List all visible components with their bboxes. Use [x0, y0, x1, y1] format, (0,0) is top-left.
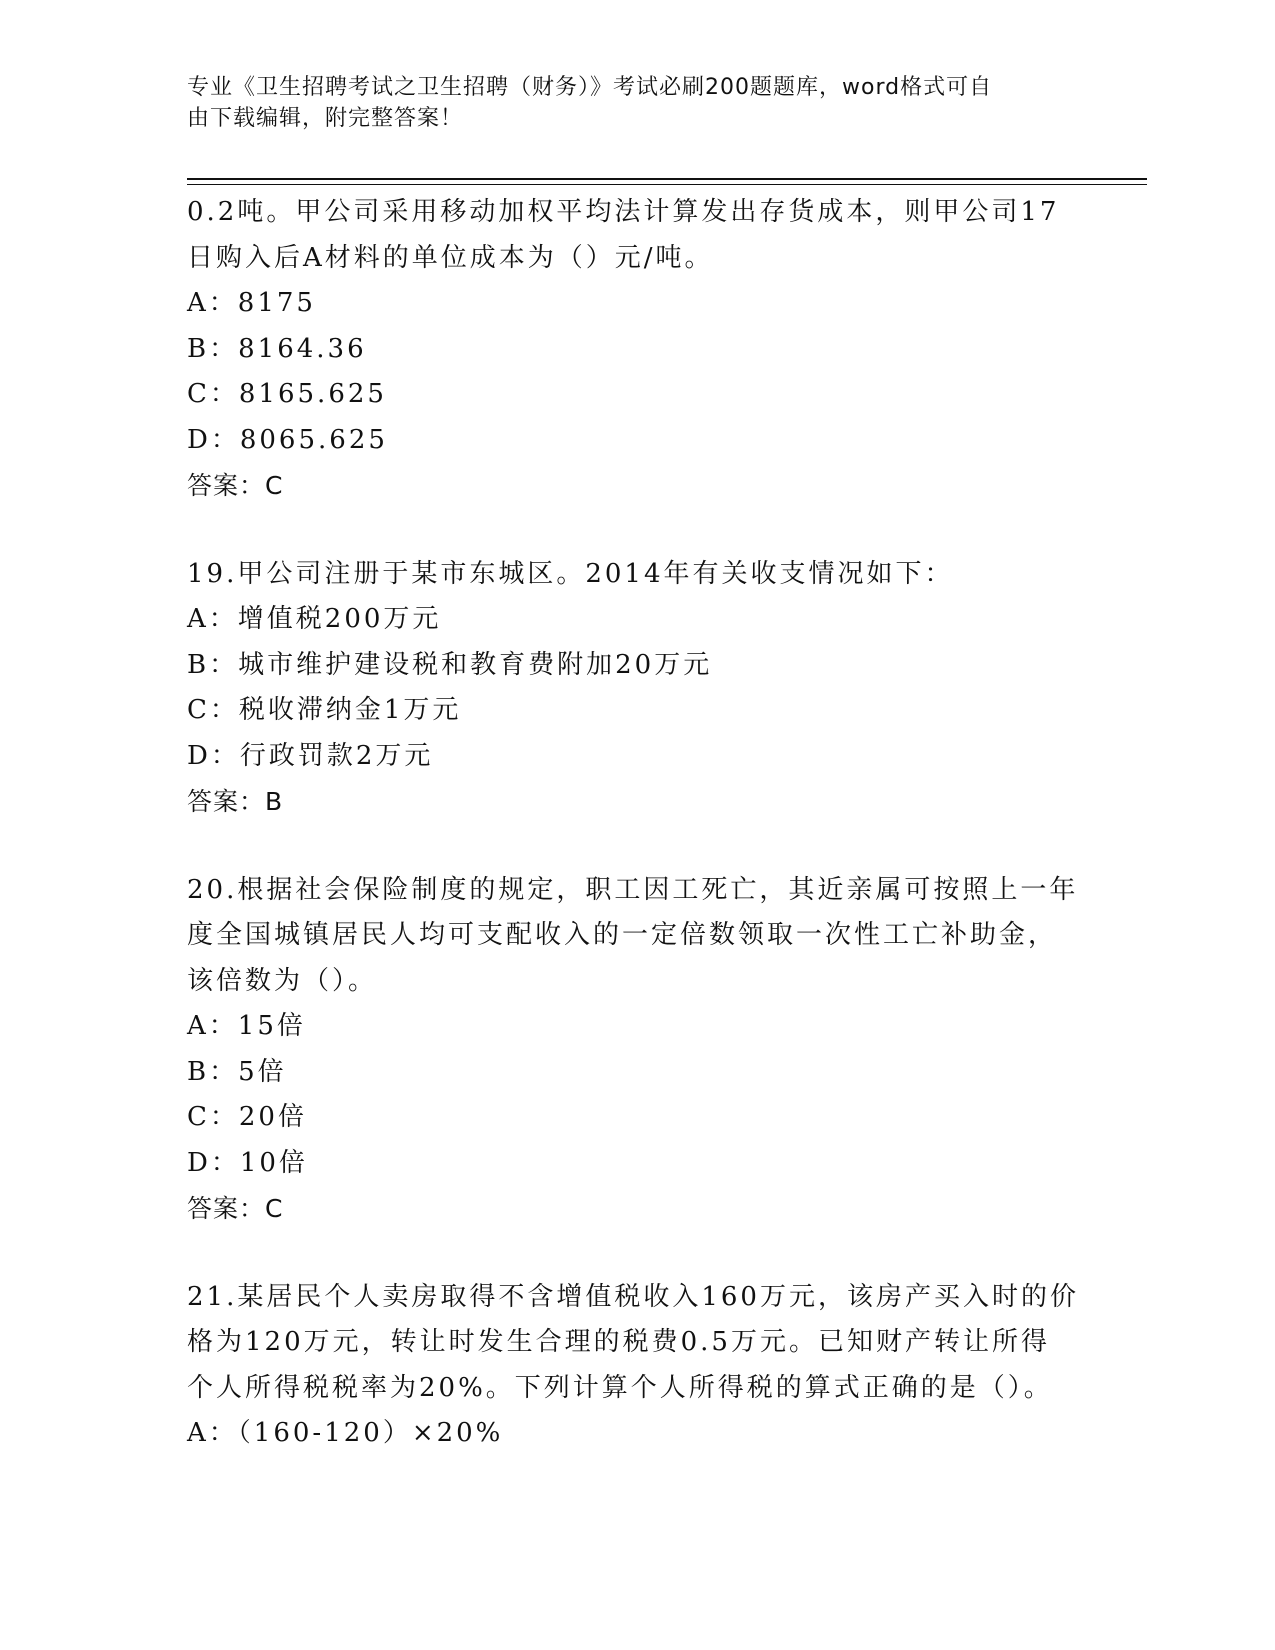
- option-d: D：8065.625: [187, 424, 388, 455]
- option-a: A：增值税200万元: [187, 604, 442, 634]
- question-stem: 该倍数为（）。: [187, 965, 378, 996]
- question-stem: 0.2吨。甲公司采用移动加权平均法计算发出存货成本，则甲公司17: [187, 197, 1060, 227]
- question-stem: 日购入后A材料的单位成本为（）元/吨。: [187, 242, 714, 273]
- question-stem: 19.甲公司注册于某市东城区。2014年有关收支情况如下：: [187, 558, 954, 589]
- answer-line: 答案：C: [187, 471, 284, 500]
- option-d: D：行政罚款2万元: [187, 740, 434, 771]
- question-20: [187, 868, 1087, 1232]
- header-rule-thin: [187, 184, 1147, 185]
- option-a: A：8175: [187, 288, 316, 318]
- document-header: [187, 72, 1067, 134]
- question-stem: 21.某居民个人卖房取得不含增值税收入160万元，该房产买入时的价: [187, 1281, 1079, 1312]
- option-b: B：5倍: [187, 1056, 287, 1087]
- question-21: [187, 1275, 1087, 1457]
- question-18: [187, 190, 1087, 509]
- answer-line: 答案：B: [187, 787, 284, 816]
- option-c: C：20倍: [187, 1102, 307, 1132]
- option-a: A：15倍: [187, 1011, 306, 1041]
- question-stem: 个人所得税税率为20%。下列计算个人所得税的算式正确的是（）。: [187, 1372, 1053, 1403]
- option-a: A：（160-120）×20%: [187, 1418, 504, 1448]
- question-stem: 格为120万元，转让时发生合理的税费0.5万元。已知财产转让所得: [187, 1327, 1050, 1357]
- answer-line: 答案：C: [187, 1194, 284, 1223]
- option-b: B：城市维护建设税和教育费附加20万元: [187, 649, 713, 680]
- question-list: [187, 190, 1087, 1500]
- option-c: C：8165.625: [187, 379, 387, 409]
- header-line-2: 由下载编辑，附完整答案！: [187, 106, 464, 131]
- question-stem: 度全国城镇居民人均可支配收入的一定倍数领取一次性工亡补助金，: [187, 920, 1058, 950]
- question-19: [187, 552, 1087, 825]
- option-d: D：10倍: [187, 1147, 308, 1178]
- header-line-1: 专业《卫生招聘考试之卫生招聘（财务）》考试必刷200题题库，word格式可自: [187, 75, 993, 100]
- header-rule-thick: [187, 178, 1147, 180]
- option-b: B：8164.36: [187, 333, 367, 364]
- option-c: C：税收滞纳金1万元: [187, 695, 462, 725]
- question-stem: 20.根据社会保险制度的规定，职工因工死亡，其近亲属可按照上一年: [187, 874, 1079, 905]
